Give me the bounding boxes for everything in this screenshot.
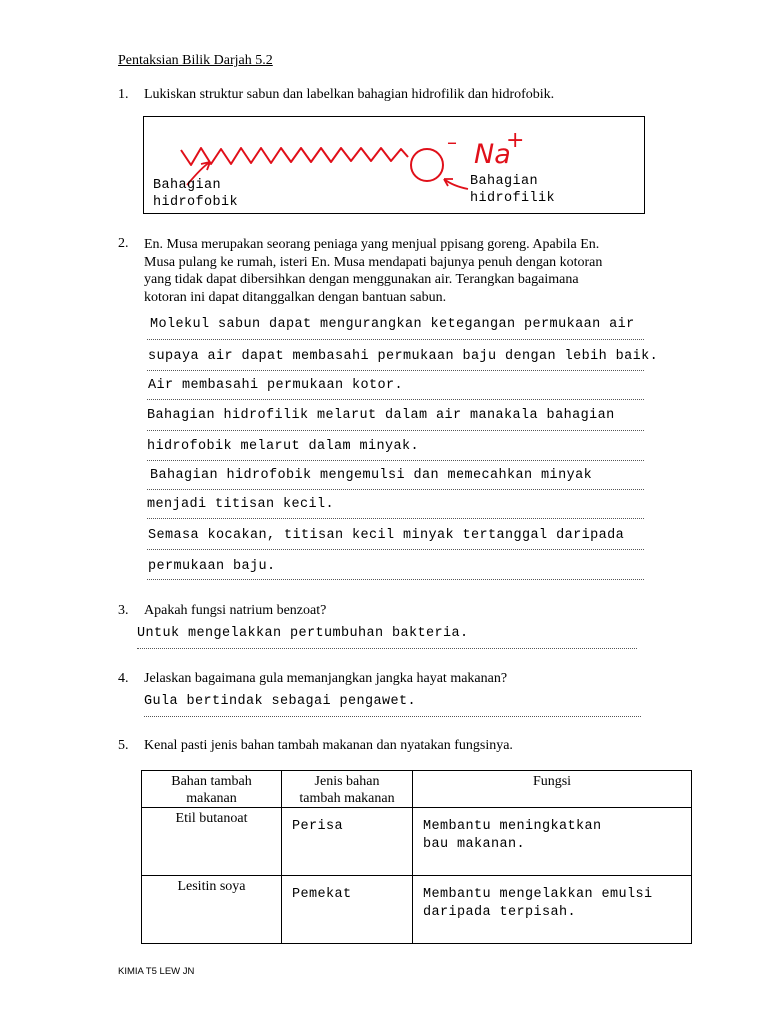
label-hydrophilic: Bahagian hidrofilik xyxy=(470,174,556,206)
q2-number: 2. xyxy=(118,236,129,251)
q1-text: Lukiskan struktur sabun dan labelkan bahagian hidrofilik dan hidrofobik. xyxy=(144,87,555,102)
footer-text: KIMIA T5 LEW JN xyxy=(118,966,195,977)
q2-answer-line-8: Semasa kocakan, titisan kecil minyak tertanggal daripada xyxy=(148,528,625,543)
q2-answer-line-7: menjadi titisan kecil. xyxy=(147,497,335,512)
header-fungsi: Fungsi xyxy=(413,771,692,808)
cell-bahan: Lesitin soya xyxy=(142,876,282,944)
table-header-row xyxy=(142,771,692,808)
q4-number: 4. xyxy=(118,671,129,686)
q5-number: 5. xyxy=(118,738,129,753)
cell-fungsi: Membantu meningkatkan bau makanan. xyxy=(413,808,692,876)
table-row xyxy=(142,808,692,876)
q2-answer-line-5: hidrofobik melarut dalam minyak. xyxy=(147,439,420,454)
q3-answer: Untuk mengelakkan pertumbuhan bakteria. xyxy=(137,626,469,641)
q2-answer-line-4: Bahagian hidrofilik melarut dalam air manakala bahagian xyxy=(147,408,615,423)
q3-number: 3. xyxy=(118,603,129,618)
q4-answer: Gula bertindak sebagai pengawet. xyxy=(144,694,417,709)
q1-number: 1. xyxy=(118,87,129,102)
table-row xyxy=(142,876,692,944)
q4-text: Jelaskan bagaimana gula memanjangkan jangka hayat makanan? xyxy=(144,671,508,686)
q2-text: En. Musa merupakan seorang peniaga yang menjual ppisang goreng. Apabila En. Musa pulang ke rumah, isteri En. Musa mendapati bajunya penuh dengan kotoran yang tidak dapat dibersihkan dengan menggunakan air. Terangkan bagaimana kotoran ini dapat ditanggalkan dengan bantuan sabun. xyxy=(144,237,603,305)
hydrocarbon-tail xyxy=(181,148,408,165)
label-hydrophobic: Bahagian hidrofobik xyxy=(153,178,239,210)
header-bahan: Bahan tambah makanan xyxy=(142,771,282,808)
cell-bahan: Etil butanoat xyxy=(142,808,282,876)
negative-charge: – xyxy=(447,130,457,154)
food-additive-table xyxy=(141,770,692,944)
q2-answer-line-1: Molekul sabun dapat mengurangkan ketegangan permukaan air xyxy=(150,317,635,332)
header-jenis: Jenis bahan tambah makanan xyxy=(282,771,413,808)
page-title: Pentaksian Bilik Darjah 5.2 xyxy=(118,53,273,68)
q2-answer-line-6: Bahagian hidrofobik mengemulsi dan memecahkan minyak xyxy=(150,468,593,483)
cell-jenis: Perisa xyxy=(282,808,413,876)
q5-text: Kenal pasti jenis bahan tambah makanan dan nyatakan fungsinya. xyxy=(144,738,513,753)
sodium-ion: Na xyxy=(474,139,511,170)
q3-text: Apakah fungsi natrium benzoat? xyxy=(144,603,327,618)
carboxylate-head xyxy=(411,149,443,181)
sodium-charge: + xyxy=(506,128,525,153)
cell-fungsi: Membantu mengelakkan emulsi daripada terpisah. xyxy=(413,876,692,944)
q1-diagram-box xyxy=(143,116,645,214)
q2-answer-line-3: Air membasahi permukaan kotor. xyxy=(148,378,404,393)
q2-answer-line-2: supaya air dapat membasahi permukaan baju dengan lebih baik. xyxy=(148,349,659,364)
cell-jenis: Pemekat xyxy=(282,876,413,944)
q2-answer-line-9: permukaan baju. xyxy=(148,559,276,574)
